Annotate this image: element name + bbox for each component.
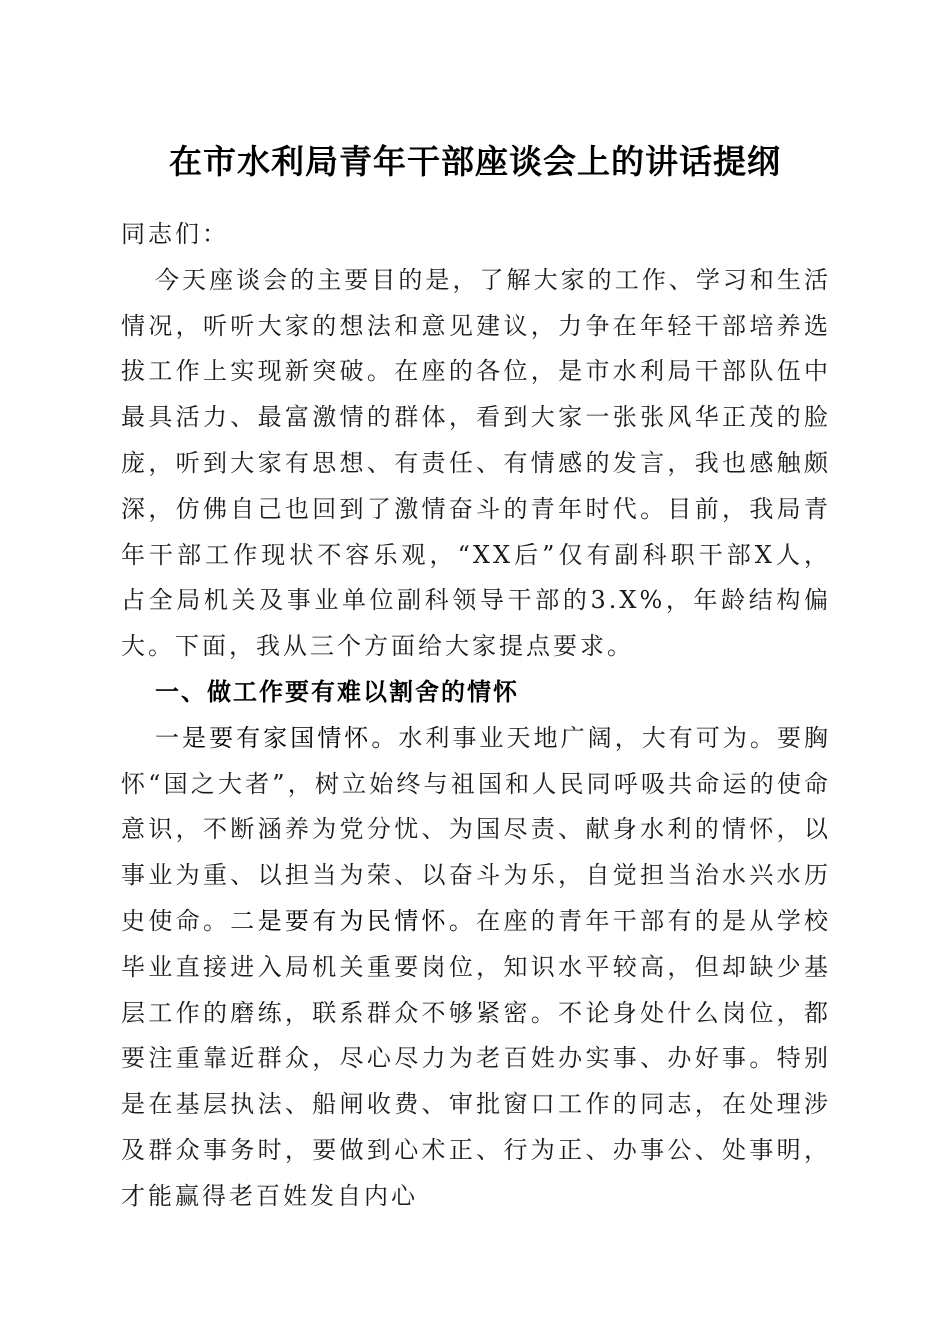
- document-body: [121, 212, 831, 1220]
- section-heading: 一、做工作要有难以割舍的情怀: [155, 677, 519, 706]
- point1-lead: 一是要有家国情怀。: [155, 723, 399, 752]
- point2-text: 在座的青年干部有的是从学校毕业直接进入局机关重要岗位，知识水平较高，但却缺少基层工作的磨练，联系群众不够紧密。不论身处什么岗位，都要注重靠近群众，尽心尽力为老百姓办实事、办好事。特别是在基层执法、船闸收费、审批窗口工作的同志，在处理涉及群众事务时，要做到心术正、行为正、办事公、处事明，才能赢得老百姓发自内心: [121, 906, 832, 1210]
- document-title: 在市水利局青年干部座谈会上的讲话提纲: [169, 142, 781, 181]
- point2-lead: 二是要有为民情怀。: [230, 906, 477, 935]
- point-paragraph: [121, 716, 831, 1220]
- salutation: 同志们：: [121, 220, 229, 248]
- point1-text: 水利事业天地广阔，大有可为。要胸怀“国之大者”，树立始终与祖国和人民同呼吸共命运的使命意识，不断涵养为党分忧、为国尽责、献身水利的情怀，以事业为重、以担当为荣、以奋斗为乐，自觉担当治水兴水历史使命。: [121, 723, 831, 935]
- intro-paragraph: 今天座谈会的主要目的是，了解大家的工作、学习和生活情况，听听大家的想法和意见建议，力争在年轻干部培养选拔工作上实现新突破。在座的各位，是市水利局干部队伍中最具活力、最富激情的群体，看到大家一张张风华正茂的脸庞，听到大家有思想、有责任、有情感的发言，我也感触颇深，仿佛自己也回到了激情奋斗的青年时代。目前，我局青年干部工作现状不容乐观，“XX后”仅有副科职干部X人，占全局机关及事业单位副科领导干部的3.X%，年龄结构偏大。下面，我从三个方面给大家提点要求。: [121, 265, 831, 661]
